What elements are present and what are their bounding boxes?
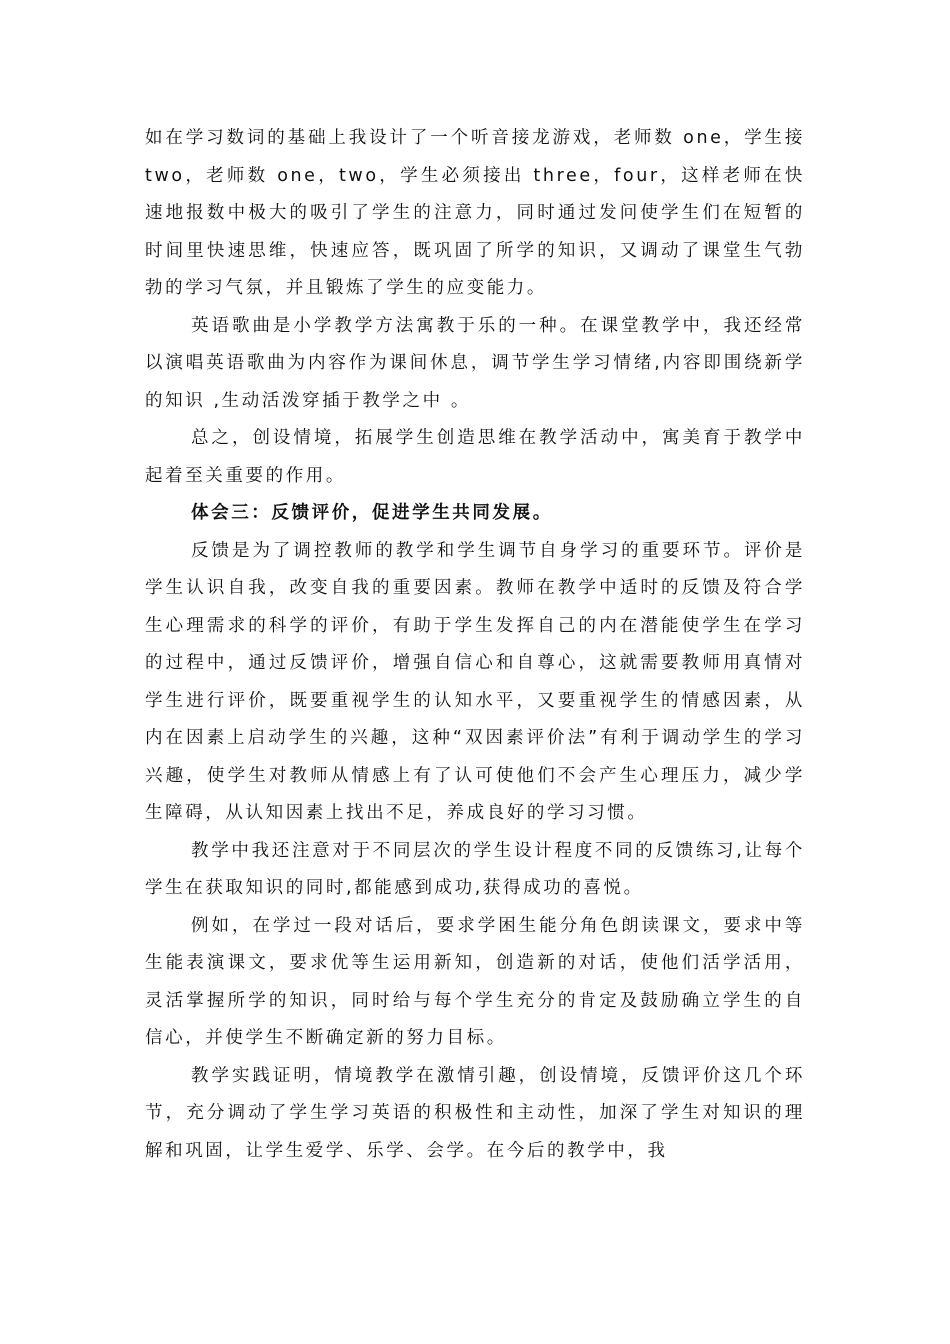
paragraph-layered-exercises: 教学中我还注意对于不同层次的学生设计程度不同的反馈练习,让每个学生在获取知识的同时,都能感到成功,获得成功的喜悦。: [145, 840, 805, 898]
paragraph-example-dialogue: 例如，在学过一段对话后，要求学困生能分角色朗读课文，要求中等生能表演课文，要求优等生运用新知，创造新的对话，使他们活学活用，灵活掌握所学的知识，同时给与每个学生充分的肯定及鼓励确立学生的自信心，并使学生不断确定新的努力目标。: [145, 915, 805, 1048]
paragraph-number-game: 如在学习数词的基础上我设计了一个听音接龙游戏，老师数 one，学生接 two，老师数 one，two，学生必须接出 three，four，这样老师在快速地报数中极大的吸引了学生的注意力，同时通过发问使学生们在短暂的时间里快速思维，快速应答，既巩固了所学的知识，又调动了课堂生气勃勃的学习气氛，并且锻炼了学生的应变能力。: [145, 128, 805, 298]
paragraph-feedback-evaluation: 反馈是为了调控教师的教学和学生调节自身学习的重要环节。评价是学生认识自我，改变自我的重要因素。教师在教学中适时的反馈及符合学生心理需求的科学的评价，有助于学生发挥自己的内在潜能使学生在学习的过程中，通过反馈评价，增强自信心和自尊心，这就需要教师用真情对学生进行评价，既要重视学生的认知水平，又要重视学生的情感因素，从内在因素上启动学生的兴趣，这种“双因素评价法”有利于调动学生的学习兴趣，使学生对教师从情感上有了认可使他们不会产生心理压力，减少学生障碍，从认知因素上找出不足，养成良好的学习习惯。: [145, 540, 805, 823]
section-heading-feedback: 体会三：反馈评价，促进学生共同发展。: [191, 503, 553, 523]
paragraph-summary: 总之，创设情境，拓展学生创造思维在教学活动中，寓美育于教学中起着至关重要的作用。: [145, 428, 805, 486]
paragraph-conclusion: 教学实践证明，情境教学在激情引趣，创设情境，反馈评价这几个环节，充分调动了学生学习英语的积极性和主动性，加深了学生对知识的理解和巩固，让学生爱学、乐学、会学。在今后的教学中，我: [145, 1065, 805, 1161]
paragraph-english-songs: 英语歌曲是小学教学方法寓教于乐的一种。在课堂教学中，我还经常以演唱英语歌曲为内容作为课间休息，调节学生学习情绪,内容即围绕新学的知识 ,生动活泼穿插于教学之中 。: [145, 315, 805, 411]
document-body: [145, 120, 805, 1170]
